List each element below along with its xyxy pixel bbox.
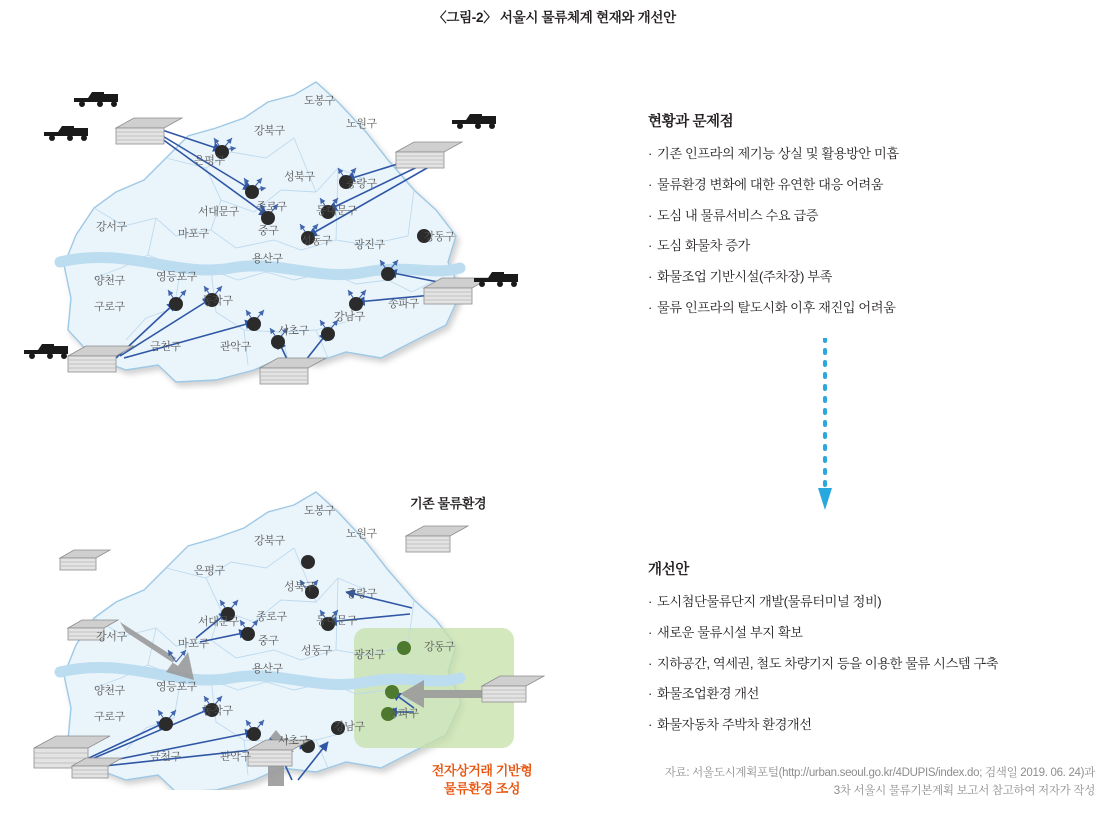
source-note	[535, 764, 1095, 801]
improvement-item-label: 새로운 물류시설 부지 확보	[657, 624, 803, 640]
district-label: 강북구	[254, 535, 285, 547]
problem-item-label: 물류환경 변화에 대한 유연한 대응 어려움	[657, 176, 884, 192]
improvements-list	[648, 593, 1098, 734]
bullet-dot-icon: ·	[648, 655, 652, 671]
district-label: 노원구	[346, 528, 377, 540]
improvement-item-label: 지하공간, 역세권, 철도 차량기지 등을 이용한 물류 시스템 구축	[657, 655, 999, 671]
district-label: 구로구	[94, 711, 125, 723]
district-label: 마포구	[178, 228, 209, 240]
district-label: 금천구	[150, 751, 181, 763]
flow-down-arrow-icon	[818, 338, 832, 518]
caption-ecommerce-line1: 전자상거래 기반형	[431, 763, 533, 778]
problem-item	[648, 145, 1098, 163]
district-label: 성동구	[301, 235, 332, 247]
problems-heading: 현황과 문제점	[648, 114, 734, 130]
district-label: 동대문구	[316, 615, 357, 627]
district-label: 동작구	[202, 295, 233, 307]
improvement-item	[648, 716, 1098, 734]
district-label: 동대문구	[316, 205, 357, 217]
district-label: 강서구	[96, 221, 127, 233]
district-label: 강동구	[424, 641, 455, 653]
district-label: 용산구	[252, 253, 283, 265]
district-label: 도봉구	[304, 505, 335, 517]
caption-existing-logistics: 기존 물류환경	[410, 496, 487, 511]
district-label: 종로구	[256, 201, 287, 213]
problem-item-label: 기존 인프라의 제기능 상실 및 활용방안 미흡	[657, 146, 899, 161]
problem-item-label: 도심 내 물류서비스 수요 급증	[657, 207, 819, 223]
improvement-item	[648, 685, 1098, 703]
problem-item	[648, 207, 1098, 225]
map-improvement-plan	[16, 440, 616, 790]
bullet-dot-icon: ·	[648, 146, 652, 161]
improvements-section	[648, 558, 1098, 747]
district-label: 송파구	[388, 708, 419, 720]
district-label: 광진구	[354, 239, 385, 251]
bullet-dot-icon: ·	[648, 594, 652, 609]
district-label: 서대문구	[198, 616, 239, 628]
problem-item	[648, 176, 1098, 194]
district-label: 종로구	[256, 611, 287, 623]
problem-item	[648, 299, 1098, 317]
district-label: 노원구	[346, 118, 377, 130]
district-label: 관악구	[220, 341, 251, 353]
district-label: 은평구	[194, 565, 225, 577]
district-label: 송파구	[388, 298, 419, 310]
map-current-state	[16, 40, 616, 390]
district-label: 광진구	[354, 649, 385, 661]
district-label: 중구	[258, 225, 279, 237]
district-label: 중랑구	[346, 588, 377, 600]
district-label: 금천구	[150, 341, 181, 353]
source-line-2: 3차 서울시 물류기본계획 보고서 참고하여 저자가 작성	[833, 785, 1095, 798]
district-label: 영등포구	[156, 271, 197, 283]
bullet-dot-icon: ·	[648, 269, 652, 285]
problem-item-label: 화물조업 기반시설(주차장) 부족	[657, 269, 832, 285]
problem-item-label: 물류 인프라의 탈도시화 이후 재진입 어려움	[657, 300, 896, 316]
problems-list	[648, 145, 1098, 317]
district-label: 중구	[258, 635, 279, 647]
district-label: 강서구	[96, 631, 127, 643]
district-label: 성동구	[301, 645, 332, 657]
district-label: 강북구	[254, 125, 285, 137]
improvement-item	[648, 624, 1098, 642]
bullet-dot-icon: ·	[648, 207, 652, 223]
district-label: 마포구	[178, 638, 209, 650]
improvement-item	[648, 593, 1098, 611]
bullet-dot-icon: ·	[648, 624, 652, 640]
caption-ecommerce-line2: 물류환경 조성	[443, 780, 521, 796]
district-label: 관악구	[220, 751, 251, 763]
improvement-item	[648, 655, 1098, 673]
district-label: 성북구	[284, 171, 315, 183]
improvements-heading: 개선안	[648, 562, 689, 578]
district-label: 서초구	[278, 735, 309, 747]
problem-item-label: 도심 화물차 증가	[657, 238, 750, 254]
district-label: 서초구	[278, 325, 309, 337]
district-label: 양천구	[94, 685, 125, 697]
district-label: 도봉구	[304, 95, 335, 107]
bullet-dot-icon: ·	[648, 238, 652, 254]
improvement-item-label: 화물조업환경 개선	[657, 686, 759, 702]
page-title: 〈그림-2〉 서울시 물류체계 현재와 개선안	[433, 10, 676, 25]
bullet-dot-icon: ·	[648, 176, 652, 192]
district-label: 용산구	[252, 663, 283, 675]
district-label: 서대문구	[198, 206, 239, 218]
problem-item	[648, 268, 1098, 286]
improvement-item-label: 도시첨단물류단지 개발(물류터미널 정비)	[657, 594, 882, 609]
district-label: 중랑구	[346, 178, 377, 190]
improvement-item-label: 화물자동차 주박차 환경개선	[657, 717, 812, 733]
district-label: 강남구	[334, 311, 365, 323]
district-label: 성북구	[284, 581, 315, 593]
bullet-dot-icon: ·	[648, 686, 652, 702]
district-label: 강남구	[334, 721, 365, 733]
problem-item	[648, 237, 1098, 255]
district-label: 양천구	[94, 275, 125, 287]
district-label: 은평구	[194, 155, 225, 167]
problems-section	[648, 110, 1098, 330]
district-label: 영등포구	[156, 681, 197, 693]
district-label: 강동구	[424, 231, 455, 243]
district-label: 구로구	[94, 301, 125, 313]
source-line-1: 자료: 서울도시계획포털(http://urban.seoul.go.kr/4DUPIS/index.do; 검색일 2019. 06. 24)과	[664, 767, 1095, 779]
bullet-dot-icon: ·	[648, 717, 652, 733]
district-label: 동작구	[202, 705, 233, 717]
bullet-dot-icon: ·	[648, 300, 652, 316]
